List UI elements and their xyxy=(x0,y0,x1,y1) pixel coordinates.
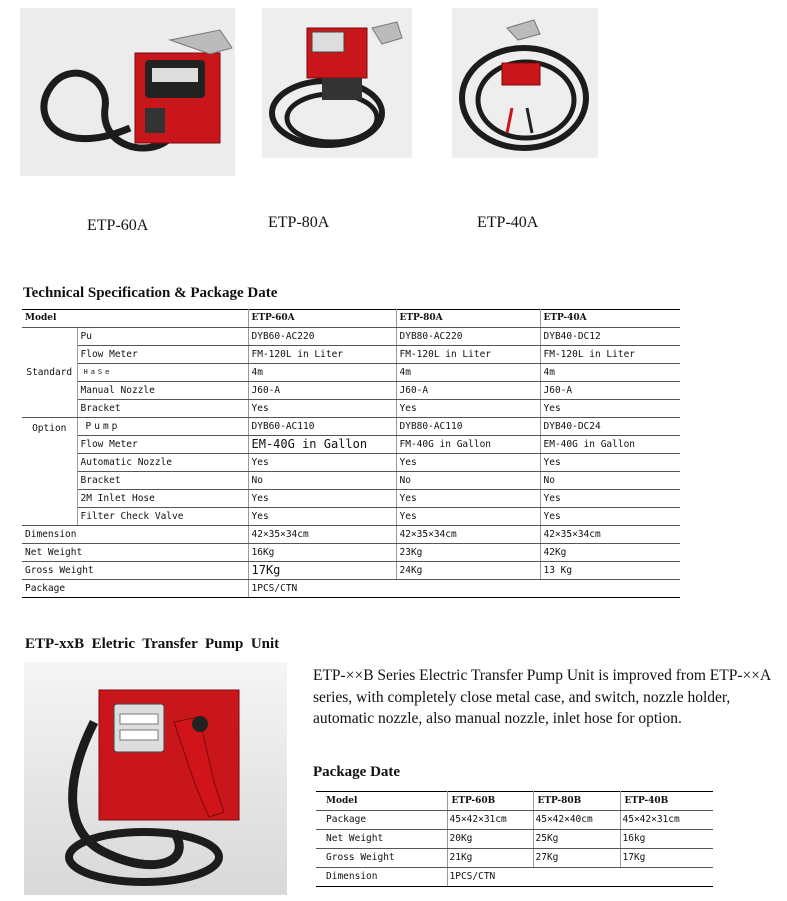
cell: 21Kg xyxy=(447,849,533,868)
cell: FM-40G in Gallon xyxy=(396,436,540,454)
spec-title: Technical Specification & Package Date xyxy=(23,285,278,301)
spec-table xyxy=(22,309,680,598)
cell: Yes xyxy=(396,400,540,418)
table-row xyxy=(316,868,713,887)
table-row xyxy=(22,526,680,544)
cell: 24Kg xyxy=(396,562,540,580)
cell: 4m xyxy=(396,364,540,382)
cell: Yes xyxy=(396,490,540,508)
package-table-header xyxy=(316,792,713,811)
product-caption-3: ETP-40A xyxy=(477,214,539,231)
table-row xyxy=(22,472,680,490)
cell: No xyxy=(396,472,540,490)
cell: FM-120L in Liter xyxy=(540,346,680,364)
cell: Yes xyxy=(540,454,680,472)
table-row xyxy=(22,364,680,382)
table-row xyxy=(316,811,713,830)
table-row xyxy=(22,544,680,562)
cell: 16Kg xyxy=(248,544,396,562)
package-table xyxy=(316,791,713,887)
table-row xyxy=(22,346,680,364)
table-row xyxy=(22,562,680,580)
table-row xyxy=(316,849,713,868)
table-row xyxy=(22,382,680,400)
cell: 42Kg xyxy=(540,544,680,562)
row-item: Dimension xyxy=(22,526,248,544)
row-item: Flow Meter xyxy=(77,346,248,364)
cell: EM-40G in Gallon xyxy=(540,436,680,454)
row-item: Gross Weight xyxy=(316,849,447,868)
cell: FM-120L in Liter xyxy=(396,346,540,364)
row-item: Net Weight xyxy=(22,544,248,562)
cell: No xyxy=(248,472,396,490)
row-item: Package xyxy=(316,811,447,830)
cell: Yes xyxy=(248,454,396,472)
cell: EM-40G in Gallon xyxy=(248,436,396,454)
row-item: HaSe xyxy=(77,364,248,382)
cell: J60-A xyxy=(396,382,540,400)
table-row xyxy=(22,454,680,472)
table-row xyxy=(22,580,680,598)
cell: DYB80-AC220 xyxy=(396,328,540,346)
row-item: Package xyxy=(22,580,248,598)
group-label-standard: Standard xyxy=(22,328,77,418)
cell: 45×42×31cm xyxy=(620,811,713,830)
header-etp-40a: ETP-40A xyxy=(540,310,680,328)
row-item: Pump xyxy=(77,418,248,436)
cell: 25Kg xyxy=(533,830,620,849)
row-item: Flow Meter xyxy=(77,436,248,454)
cell: Yes xyxy=(248,490,396,508)
row-item: Pu xyxy=(77,328,248,346)
spec-table-header xyxy=(22,310,680,328)
row-item: Bracket xyxy=(77,472,248,490)
header-model: Model xyxy=(22,310,248,328)
cell: No xyxy=(540,472,680,490)
cell: 45×42×40cm xyxy=(533,811,620,830)
cell: 1PCS/CTN xyxy=(447,868,713,887)
row-item: Automatic Nozzle xyxy=(77,454,248,472)
header-etp-40b: ETP-40B xyxy=(620,792,713,811)
cell: Yes xyxy=(540,400,680,418)
product-photo-etp-60a xyxy=(20,8,235,176)
cell: J60-A xyxy=(540,382,680,400)
package-title: Package Date xyxy=(313,764,401,780)
header-model: Model xyxy=(316,792,447,811)
row-item: Dimension xyxy=(316,868,447,887)
cell: 17Kg xyxy=(620,849,713,868)
cell: 42×35×34cm xyxy=(540,526,680,544)
cell: Yes xyxy=(248,400,396,418)
cell: 16kg xyxy=(620,830,713,849)
cell: DYB60-AC110 xyxy=(248,418,396,436)
cell: 17Kg xyxy=(248,562,396,580)
row-item: Filter Check Valve xyxy=(77,508,248,526)
cell: Yes xyxy=(396,454,540,472)
cell: 20Kg xyxy=(447,830,533,849)
table-row xyxy=(316,830,713,849)
product-photo-etp-40a xyxy=(452,8,598,158)
cell: 1PCS/CTN xyxy=(248,580,680,598)
header-etp-80b: ETP-80B xyxy=(533,792,620,811)
cell: Yes xyxy=(540,508,680,526)
table-row xyxy=(22,328,680,346)
cell: 27Kg xyxy=(533,849,620,868)
cell: DYB60-AC220 xyxy=(248,328,396,346)
table-row xyxy=(22,418,680,436)
cell: 45×42×31cm xyxy=(447,811,533,830)
group-label-option: Option xyxy=(22,418,77,526)
unit-title: ETP-xxB Eletric Transfer Pump Unit xyxy=(25,636,280,652)
cell: DYB40-DC12 xyxy=(540,328,680,346)
product-photo-etp-80a xyxy=(262,8,412,158)
row-item: Bracket xyxy=(77,400,248,418)
table-row xyxy=(22,400,680,418)
product-caption-1: ETP-60A xyxy=(87,217,149,234)
cell: FM-120L in Liter xyxy=(248,346,396,364)
cell: J60-A xyxy=(248,382,396,400)
unit-description: ETP-××B Series Electric Transfer Pump Unit is improved from ETP-××A series, with completely close metal case, and switch, nozzle holder, automatic nozzle, also manual nozzle, inlet hose for option. xyxy=(313,667,771,727)
table-row xyxy=(22,490,680,508)
table-row xyxy=(22,436,680,454)
table-row xyxy=(22,508,680,526)
cell: DYB40-DC24 xyxy=(540,418,680,436)
cell: 4m xyxy=(540,364,680,382)
cell: 23Kg xyxy=(396,544,540,562)
row-item: Gross Weight xyxy=(22,562,248,580)
cell: Yes xyxy=(248,508,396,526)
cell: Yes xyxy=(396,508,540,526)
cell: Yes xyxy=(540,490,680,508)
header-etp-60b: ETP-60B xyxy=(447,792,533,811)
cell: 42×35×34cm xyxy=(396,526,540,544)
product-caption-2: ETP-80A xyxy=(268,214,330,231)
row-item: 2M Inlet Hose xyxy=(77,490,248,508)
header-etp-80a: ETP-80A xyxy=(396,310,540,328)
header-etp-60a: ETP-60A xyxy=(248,310,396,328)
cell: 42×35×34cm xyxy=(248,526,396,544)
cell: 13 Kg xyxy=(540,562,680,580)
unit-photo xyxy=(24,662,287,895)
row-item: Manual Nozzle xyxy=(77,382,248,400)
cell: 4m xyxy=(248,364,396,382)
cell: DYB80-AC110 xyxy=(396,418,540,436)
row-item: Net Weight xyxy=(316,830,447,849)
